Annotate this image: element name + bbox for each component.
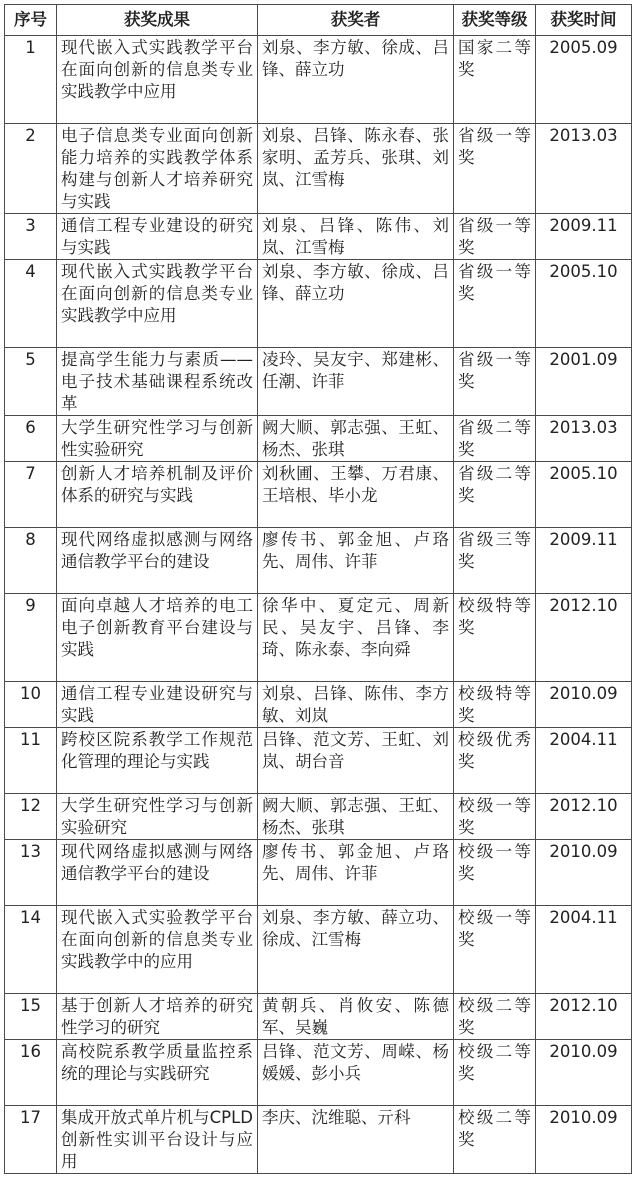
winners-cell: 徐华中、夏定元、周新民、吴友宇、吕锋、李琦、陈永泰、李向舜 [258, 594, 454, 682]
table-row [5, 1106, 632, 1174]
level-cell: 省级二等奖 [454, 462, 536, 528]
achievement-cell: 现代嵌入式实践教学平台在面向创新的信息类专业实践教学中应用 [57, 36, 258, 124]
achievement-cell: 通信工程专业建设的研究与实践 [57, 214, 258, 260]
achievement-cell: 提高学生能力与素质——电子技术基础课程系统改革 [57, 348, 258, 416]
date-cell: 2001.09 [536, 348, 632, 416]
row-number: 1 [5, 36, 57, 124]
winners-cell: 刘泉、李方敏、薛立功、徐成、江雪梅 [258, 906, 454, 994]
achievement-cell: 跨校区院系教学工作规范化管理的理论与实践 [57, 728, 258, 794]
winners-cell: 阙大顺、郭志强、王虹、杨杰、张琪 [258, 416, 454, 462]
date-cell: 2010.09 [536, 682, 632, 728]
winners-cell: 刘泉、吕锋、陈永春、张家明、孟芳兵、张琪、刘岚、江雪梅 [258, 124, 454, 214]
achievement-cell: 集成开放式单片机与CPLD创新性实训平台设计与应用 [57, 1106, 258, 1174]
level-cell: 校级一等奖 [454, 794, 536, 840]
date-cell: 2010.09 [536, 1040, 632, 1106]
winners-cell: 刘泉、李方敏、徐成、吕锋、薛立功 [258, 36, 454, 124]
table-row [5, 462, 632, 528]
level-cell: 国家二等奖 [454, 36, 536, 124]
table-row [5, 906, 632, 994]
header-no: 序号 [5, 5, 57, 36]
date-cell: 2012.10 [536, 594, 632, 682]
table-row [5, 416, 632, 462]
achievement-cell: 大学生研究性学习与创新性实验研究 [57, 416, 258, 462]
achievement-cell: 大学生研究性学习与创新实验研究 [57, 794, 258, 840]
row-number: 2 [5, 124, 57, 214]
row-number: 16 [5, 1040, 57, 1106]
awards-table [4, 4, 632, 1174]
level-cell: 校级一等奖 [454, 906, 536, 994]
row-number: 6 [5, 416, 57, 462]
row-number: 8 [5, 528, 57, 594]
level-cell: 省级三等奖 [454, 528, 536, 594]
date-cell: 2010.09 [536, 840, 632, 906]
row-number: 15 [5, 994, 57, 1040]
row-number: 9 [5, 594, 57, 682]
winners-cell: 刘泉、李方敏、徐成、吕锋、薛立功 [258, 260, 454, 348]
level-cell: 省级二等奖 [454, 416, 536, 462]
winners-cell: 刘泉、吕锋、陈伟、李方敏、刘岚 [258, 682, 454, 728]
achievement-cell: 电子信息类专业面向创新能力培养的实践教学体系构建与创新人才培养研究与实践 [57, 124, 258, 214]
table-row [5, 124, 632, 214]
table-row [5, 214, 632, 260]
date-cell: 2005.09 [536, 36, 632, 124]
level-cell: 省级一等奖 [454, 124, 536, 214]
winners-cell: 刘秋圃、王攀、万君康、王培根、毕小龙 [258, 462, 454, 528]
table-row [5, 794, 632, 840]
level-cell: 校级二等奖 [454, 1040, 536, 1106]
header-achievement: 获奖成果 [57, 5, 258, 36]
table-row [5, 36, 632, 124]
row-number: 17 [5, 1106, 57, 1174]
table-row [5, 528, 632, 594]
date-cell: 2009.11 [536, 528, 632, 594]
winners-cell: 吕锋、范文芳、周嵘、杨媛媛、彭小兵 [258, 1040, 454, 1106]
date-cell: 2010.09 [536, 1106, 632, 1174]
winners-cell: 吕锋、范文芳、王虹、刘岚、胡台音 [258, 728, 454, 794]
achievement-cell: 通信工程专业建设研究与实践 [57, 682, 258, 728]
date-cell: 2005.10 [536, 462, 632, 528]
achievement-cell: 面向卓越人才培养的电工电子创新教育平台建设与实践 [57, 594, 258, 682]
table-row [5, 994, 632, 1040]
level-cell: 省级一等奖 [454, 214, 536, 260]
header-date: 获奖时间 [536, 5, 632, 36]
achievement-cell: 现代嵌入式实验教学平台在面向创新的信息类专业实践教学中的应用 [57, 906, 258, 994]
achievement-cell: 高校院系教学质量监控系统的理论与实践研究 [57, 1040, 258, 1106]
table-row [5, 260, 632, 348]
achievement-cell: 现代嵌入式实践教学平台在面向创新的信息类专业实践教学中应用 [57, 260, 258, 348]
header-level: 获奖等级 [454, 5, 536, 36]
date-cell: 2012.10 [536, 794, 632, 840]
achievement-cell: 创新人才培养机制及评价体系的研究与实践 [57, 462, 258, 528]
header-winners: 获奖者 [258, 5, 454, 36]
date-cell: 2004.11 [536, 906, 632, 994]
date-cell: 2013.03 [536, 124, 632, 214]
document-page [4, 4, 631, 1174]
level-cell: 校级二等奖 [454, 994, 536, 1040]
winners-cell: 阙大顺、郭志强、王虹、杨杰、张琪 [258, 794, 454, 840]
table-body [5, 36, 632, 1174]
achievement-cell: 现代网络虚拟感测与网络通信教学平台的建设 [57, 840, 258, 906]
row-number: 11 [5, 728, 57, 794]
table-row [5, 594, 632, 682]
winners-cell: 刘泉、吕锋、陈伟、刘岚、江雪梅 [258, 214, 454, 260]
level-cell: 省级一等奖 [454, 260, 536, 348]
row-number: 4 [5, 260, 57, 348]
winners-cell: 凌玲、吴友宇、郑建彬、任潮、许菲 [258, 348, 454, 416]
row-number: 13 [5, 840, 57, 906]
date-cell: 2009.11 [536, 214, 632, 260]
date-cell: 2005.10 [536, 260, 632, 348]
winners-cell: 廖传书、郭金旭、卢珞先、周伟、许菲 [258, 840, 454, 906]
table-row [5, 1040, 632, 1106]
row-number: 3 [5, 214, 57, 260]
level-cell: 校级二等奖 [454, 1106, 536, 1174]
date-cell: 2013.03 [536, 416, 632, 462]
table-row [5, 840, 632, 906]
winners-cell: 黄朝兵、肖攸安、陈德军、吴巍 [258, 994, 454, 1040]
achievement-cell: 现代网络虚拟感测与网络通信教学平台的建设 [57, 528, 258, 594]
winners-cell: 李庆、沈维聪、亓科 [258, 1106, 454, 1174]
level-cell: 校级特等奖 [454, 594, 536, 682]
achievement-cell: 基于创新人才培养的研究性学习的研究 [57, 994, 258, 1040]
date-cell: 2012.10 [536, 994, 632, 1040]
row-number: 7 [5, 462, 57, 528]
row-number: 12 [5, 794, 57, 840]
level-cell: 校级一等奖 [454, 840, 536, 906]
row-number: 10 [5, 682, 57, 728]
table-header-row [5, 5, 632, 36]
table-row [5, 348, 632, 416]
level-cell: 省级一等奖 [454, 348, 536, 416]
table-row [5, 682, 632, 728]
row-number: 14 [5, 906, 57, 994]
level-cell: 校级优秀奖 [454, 728, 536, 794]
level-cell: 校级特等奖 [454, 682, 536, 728]
date-cell: 2004.11 [536, 728, 632, 794]
row-number: 5 [5, 348, 57, 416]
winners-cell: 廖传书、郭金旭、卢珞先、周伟、许菲 [258, 528, 454, 594]
table-row [5, 728, 632, 794]
